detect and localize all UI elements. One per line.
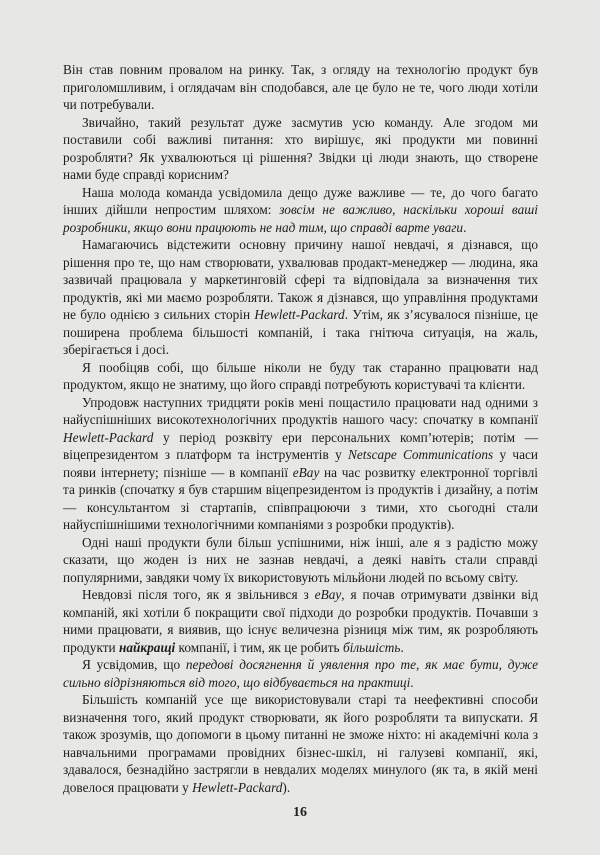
emphasis-text: більшість — [342, 639, 401, 655]
text-run: . — [463, 219, 467, 235]
text-run: Наша молода команда усвідомила дещо дуже важливе — те, до чого багато інших дійшли непростим шляхом: — [63, 184, 538, 217]
paragraph — [63, 656, 538, 691]
emphasis-text: eBay — [292, 464, 320, 480]
text-run: . — [400, 639, 404, 655]
text-run: Упродовж наступних тридцяти років мені пощастило працювати над одними з найуспішніших високотехнологічних продуктів нашого часу: спочатку в компанії — [63, 394, 538, 427]
emphasis-text: передові досягнення й уявлення про те, як має бути, дуже сильно відрізняються від того, що відбувається на практиці — [63, 657, 538, 690]
text-run: Я пообіцяв собі, що більше ніколи не буду так старанно працювати над продуктом, якщо не знатиму, що його справді потребують користувачі та клієнти. — [63, 359, 538, 392]
page-number: 16 — [293, 805, 307, 820]
emphasis-text: Hewlett-Packard — [192, 779, 283, 795]
text-run: Одні наші продукти були більш успішними, ніж інші, але я з радістю можу сказати, що жоден із них не зазнав невдачі, а деякі навіть стали справді популярними, завдяки чому їх використовують мільйони людей по всьому світу. — [63, 534, 538, 585]
text-run: Він став повним провалом на ринку. Так, з огляду на технологію продукт був приголомшливим, і оглядачам він сподобався, але це було не те, чого люди хотіли чи потребували. — [63, 62, 538, 112]
paragraph — [63, 394, 538, 534]
paragraph — [63, 184, 538, 237]
text-run: , я почав отримувати дзвінки від компаній, які хотіли б покращити свої підходи до розробки продуктів. Почавши з ними працювати, я виявив, що існує величезна різниця між тим, як розробляють продукти — [63, 587, 538, 655]
text-run: ). — [282, 779, 291, 795]
text-run: у часи появи інтернету; пізніше — в компанії — [63, 447, 538, 480]
emphasis-text: Netscape Communications — [348, 447, 494, 462]
emphasis-text: Hewlett-Packard — [254, 307, 345, 322]
emphasis-text: найкращі — [118, 639, 176, 655]
paragraph — [63, 61, 538, 114]
paragraph — [63, 236, 538, 359]
text-run: Звичайно, такий результат дуже засмутив усю команду. Але згодом ми поставили собі важливі питання: хто вирішує, які продукти ми повинні розробляти? Як ухвалюються ці рішення? Звідки ці люди знають, що створене нами буде справді корисним? — [63, 114, 538, 182]
text-run: на час розвитку електронної торгівлі та ринків (спочатку я був старшим віцепрезидентом із продуктів і дизайну, а потім — консультантом зі стартапів, співпрацюючи з тими, хто сьогодні стали найуспішнішими технологічними компаніями з розробки продуктів). — [63, 464, 539, 532]
text-run: . Утім, як з’ясувалося пізніше, це поширена проблема більшості компаній, і така гнітюча ситуація, на жаль, зберігається і досі. — [63, 307, 539, 357]
paragraph — [63, 586, 538, 656]
emphasis-text: Hewlett-Packard — [63, 429, 154, 445]
text-run: Я усвідомив, що — [82, 657, 186, 672]
text-run: Невдовзі після того, як я звільнився з — [82, 587, 315, 602]
body-text — [63, 61, 538, 796]
paragraph — [63, 359, 538, 394]
paragraph — [63, 534, 538, 587]
emphasis-text: зовсім не важливо, наскільки хороші ваші розробники, якщо вони працюють не над тим, що справді варте уваги — [63, 202, 538, 235]
text-run: компанії, і тим, як це робить — [175, 639, 343, 655]
paragraph — [63, 691, 538, 796]
text-run: Намагаючись відстежити основну причину нашої невдачі, я дізнався, що рішення про те, що нам створювати, ухвалював продакт-менеджер — людина, яка зазвичай працювала у маркетинговій сфері та відповідала за визначення тих продуктів, які ми маємо розробляти. Також я дізнався, що управління продуктами не було однією з сильних сторін — [63, 237, 538, 322]
text-run: . — [410, 674, 414, 690]
paragraph — [63, 114, 538, 184]
text-run: у період розквіту ери персональних комп’ютерів; потім — віцепрезидентом з платформ та інструментів у — [63, 429, 538, 462]
text-run: Більшість компаній усе ще використовували старі та неефективні способи визначення того, який продукт створювати, як його розробляти та випускати. Я також зрозумів, що допомоги в цьому питанні не зможе ніхто: ні академічні кола з навчальними програмами провідних бізнес-шкіл, ні галузеві компанії, які, здавалося, безнадійно застрягли в невдалих моделях минулого (як та, в якій мені довелося працювати у — [63, 692, 538, 795]
emphasis-text: eBay — [314, 587, 342, 602]
